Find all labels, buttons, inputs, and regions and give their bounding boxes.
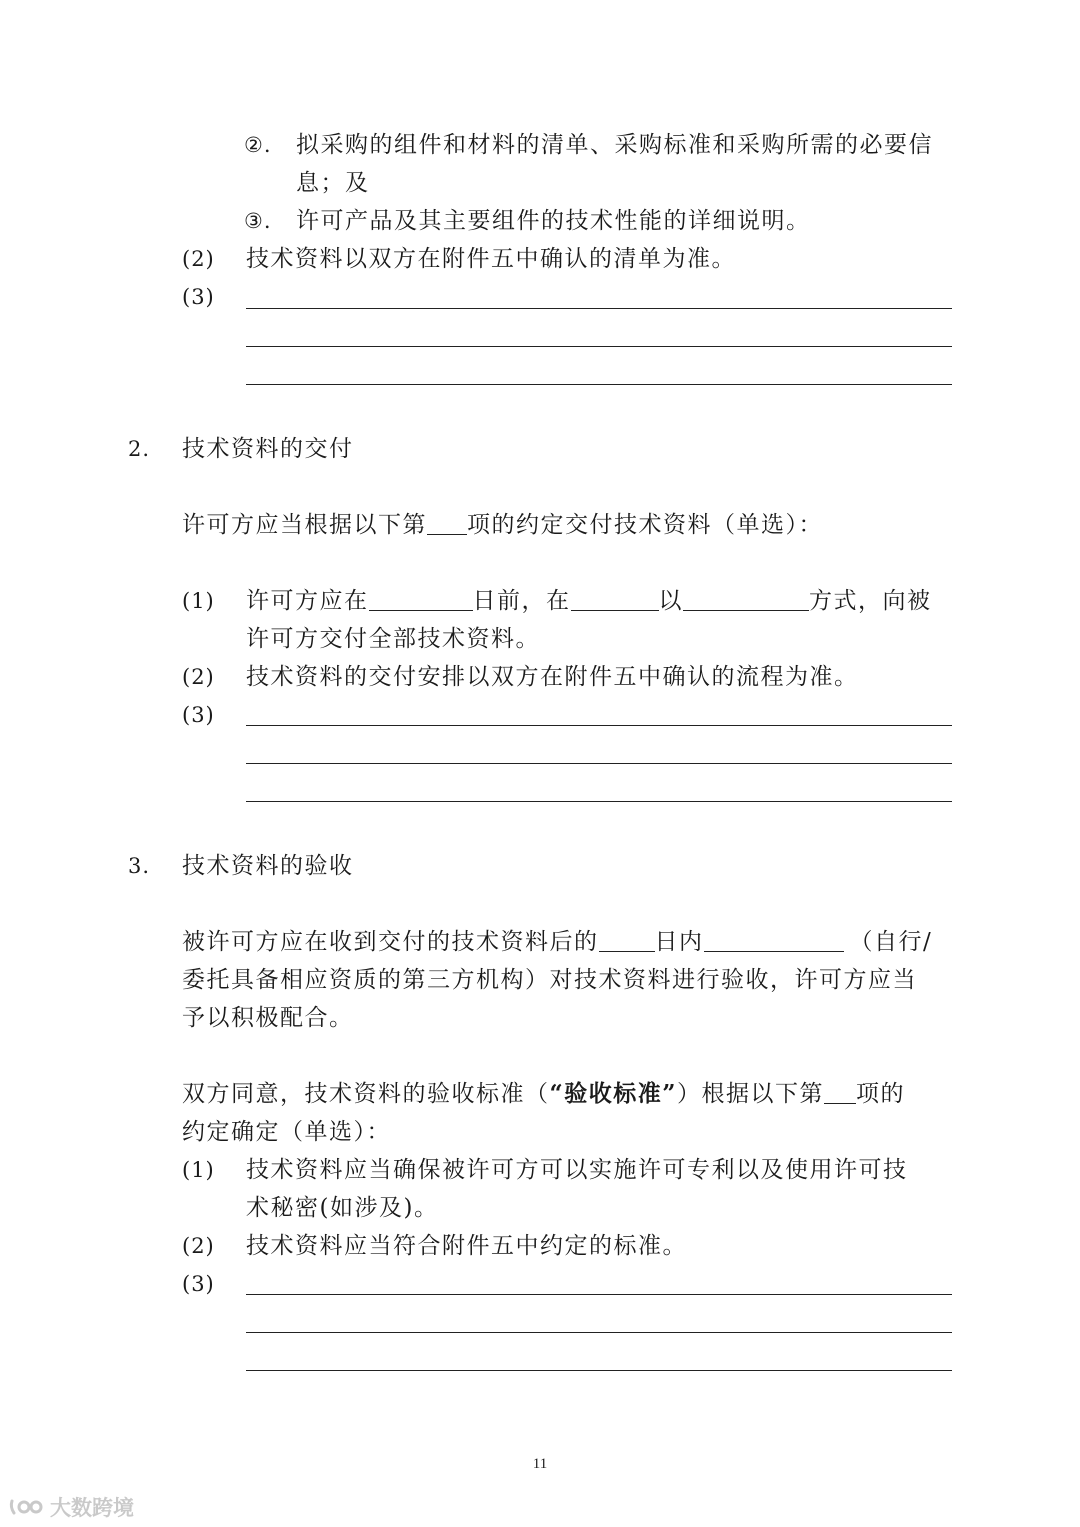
list-item-marker-3: (3) <box>182 285 215 309</box>
fill-in-line[interactable] <box>246 801 952 802</box>
para-text-c: 项的 <box>855 1081 905 1107</box>
page-number: 11 <box>532 1456 548 1472</box>
list-item-marker-2: (2) <box>182 665 215 689</box>
defined-term: “验收标准” <box>549 1080 677 1107</box>
paragraph-line: 约定确定（单选）： <box>182 1119 391 1145</box>
fill-in-line[interactable] <box>246 1332 952 1333</box>
fill-in-line[interactable] <box>246 346 952 347</box>
list-item-marker-3: (3) <box>182 703 215 727</box>
item-text-a: 许可方应在 <box>246 588 369 614</box>
paragraph-line: 予以积极配合。 <box>182 1005 354 1031</box>
list-item-text-1 <box>246 586 932 616</box>
sub-item-marker-3: ③. <box>244 209 272 233</box>
list-item-text-1: 技术资料应当确保被许可方可以实施许可专利以及使用许可技 <box>246 1157 908 1183</box>
para-text-b: 日内 <box>654 929 704 955</box>
list-item-marker-3: (3) <box>182 1272 215 1296</box>
section-number: 2. <box>128 437 151 461</box>
list-item-marker-2: (2) <box>182 247 215 271</box>
watermark <box>8 1492 134 1522</box>
watermark-text: 大数跨境 <box>50 1496 134 1520</box>
item-text-d: 方式，向被 <box>809 588 932 614</box>
paragraph-line <box>182 1079 905 1109</box>
paragraph-line: 委托具备相应资质的第三方机构）对技术资料进行验收，许可方应当 <box>182 967 917 993</box>
choice-blank[interactable] <box>824 1081 856 1104</box>
days-blank[interactable] <box>599 929 655 952</box>
para-text-b: ）根据以下第 <box>676 1081 824 1107</box>
sub-item-text-2-line1: 拟采购的组件和材料的清单、采购标准和采购所需的必要信 <box>296 132 933 158</box>
place-blank[interactable] <box>571 588 659 611</box>
para-text-a: 双方同意，技术资料的验收标准（ <box>182 1081 550 1107</box>
list-item-text-2: 技术资料的交付安排以双方在附件五中确认的流程为准。 <box>246 664 859 690</box>
para-text-c: （自行/ <box>849 929 933 955</box>
list-item-marker-2: (2) <box>182 1234 215 1258</box>
date-blank[interactable] <box>369 588 473 611</box>
fill-in-line[interactable] <box>246 763 952 764</box>
fill-in-line[interactable] <box>246 1370 952 1371</box>
fill-in-line[interactable] <box>246 725 952 726</box>
item-text-b: 日前，在 <box>472 588 571 614</box>
sub-item-marker-2: ②. <box>244 133 272 157</box>
list-item-text-1-line2: 术秘密(如涉及)。 <box>246 1195 439 1221</box>
watermark-logo-icon <box>8 1495 44 1519</box>
choice-blank[interactable] <box>427 512 467 535</box>
list-item-marker-1: (1) <box>182 1158 215 1182</box>
item-text-c: 以 <box>658 588 683 614</box>
list-item-text-2: 技术资料应当符合附件五中约定的标准。 <box>246 1233 687 1259</box>
section-intro <box>182 510 823 540</box>
fill-in-line[interactable] <box>246 384 952 385</box>
intro-text-b: 项的约定交付技术资料（单选）： <box>467 512 823 538</box>
section-heading: 技术资料的验收 <box>182 853 354 879</box>
section-number: 3. <box>128 854 151 878</box>
sub-item-text-3: 许可产品及其主要组件的技术性能的详细说明。 <box>296 208 811 234</box>
section-heading: 技术资料的交付 <box>182 436 354 462</box>
fill-in-line[interactable] <box>246 308 952 309</box>
paragraph-line <box>182 927 932 957</box>
fill-in-line[interactable] <box>246 1294 952 1295</box>
method-blank[interactable] <box>683 588 809 611</box>
party-blank[interactable] <box>704 929 844 952</box>
intro-text-a: 许可方应当根据以下第 <box>182 512 427 538</box>
list-item-text-2: 技术资料以双方在附件五中确认的清单为准。 <box>246 246 736 272</box>
list-item-marker-1: (1) <box>182 589 215 613</box>
sub-item-text-2-line2: 息；及 <box>296 170 370 196</box>
list-item-text-1-line2: 许可方交付全部技术资料。 <box>246 626 540 652</box>
para-text-a: 被许可方应在收到交付的技术资料后的 <box>182 929 599 955</box>
